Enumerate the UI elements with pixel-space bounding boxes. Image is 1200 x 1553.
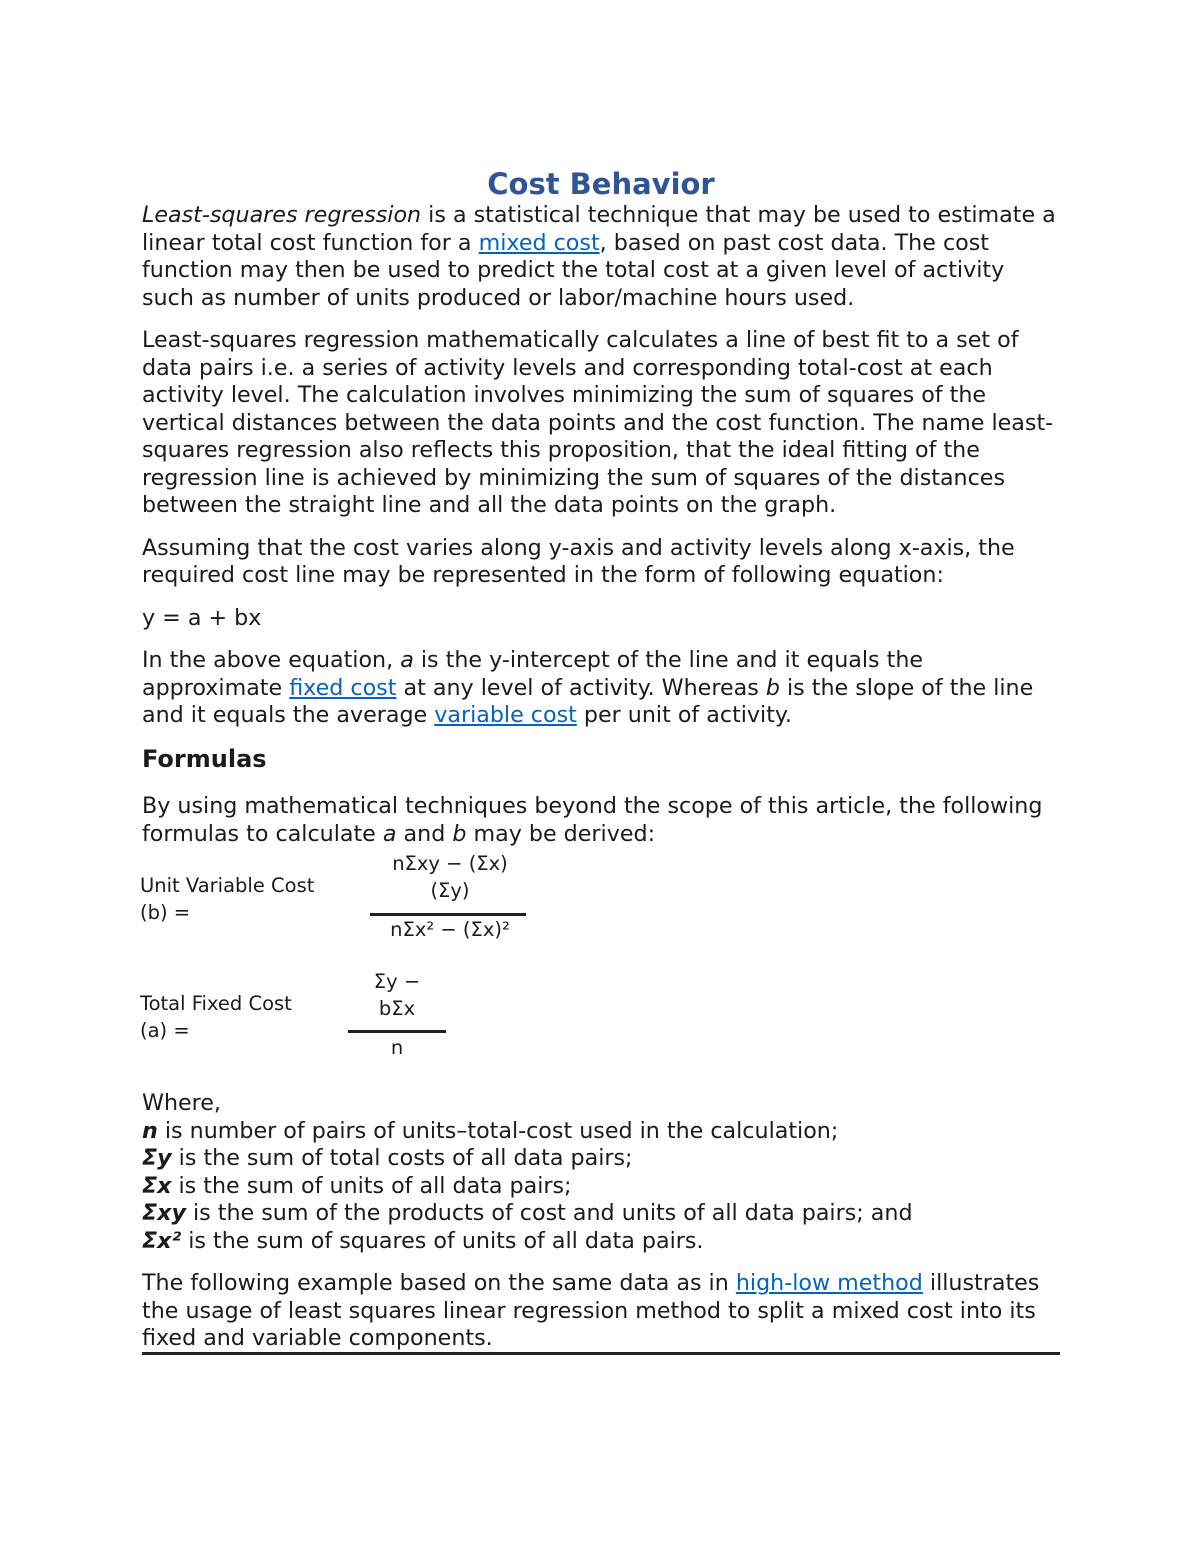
where-item: [142, 1228, 1060, 1256]
page-title: Cost Behavior: [487, 167, 715, 201]
formula-a-label: [140, 990, 292, 1044]
where-item: [142, 1118, 1060, 1146]
where-item: [142, 1200, 1060, 1228]
symbol: Σx: [142, 1172, 172, 1199]
link-variable-cost[interactable]: variable cost: [434, 702, 577, 728]
label-line: (b) =: [140, 901, 191, 925]
formula-a-numerator: [348, 968, 446, 1022]
section-heading-formulas: Formulas: [142, 744, 267, 773]
text-span: at any level of activity. Whereas: [396, 674, 766, 701]
text-span: is the sum of total costs of all data pairs;: [171, 1145, 633, 1172]
symbol-b: b: [452, 820, 467, 847]
text-span: may be derived:: [466, 820, 656, 847]
symbol-a: a: [400, 647, 414, 673]
formula-b-label: [140, 872, 314, 926]
text-span: is the y-intercept of the line and it equals the approximate: [142, 647, 924, 701]
text-span: In the above equation,: [142, 647, 401, 673]
formula-b-denominator: nΣx² − (Σx)²: [390, 918, 510, 942]
numerator-line: Σy −: [373, 970, 421, 994]
text-span: By using mathematical techniques beyond the scope of this article, the following formulas to calculate: [142, 793, 1043, 847]
paragraph-assumption: Assuming that the cost varies along y-axis and activity levels along x-axis, the required cost line may be represented in the form of following equation:: [142, 534, 1015, 588]
numerator-line: bΣx: [378, 997, 416, 1021]
italic-term: Least-squares regression: [142, 202, 422, 228]
equation: y = a + bx: [142, 604, 262, 631]
formula-a-fraction-bar: [348, 1030, 446, 1033]
text-span: and: [396, 820, 453, 847]
text-span: is number of pairs of units–total-cost used in the calculation;: [157, 1117, 839, 1144]
formula-a-denominator: n: [390, 1036, 404, 1060]
link-high-low-method[interactable]: high-low method: [735, 1270, 923, 1297]
paragraph-intro: [142, 202, 1060, 312]
text-span: is a statistical technique that may be used to estimate a linear total cost function for a: [142, 202, 1056, 256]
symbol: Σxy: [142, 1200, 186, 1227]
label-line: (a) =: [140, 1019, 190, 1043]
formula-block: [140, 852, 1060, 1096]
where-list: [142, 1090, 1060, 1255]
paragraph-example: [142, 1270, 1060, 1353]
label-line: Total Fixed Cost: [140, 992, 292, 1016]
where-item: [142, 1173, 1060, 1201]
section-divider: [142, 1352, 1060, 1355]
numerator-line: (Σy): [430, 879, 470, 903]
symbol-b: b: [765, 674, 780, 701]
paragraph-explanation: Least-squares regression mathematically calculates a line of best fit to a set of data pairs i.e. a series of activity levels and corresponding total-cost at each activity level. The calculation involves minimizing the sum of squares of the vertical distances between the data points and the cost function. The name least-squares regression also reflects this proposition, that the ideal fitting of the regression line is achieved by minimizing the sum of squares of the distances between the straight line and all the data points on the graph.: [142, 327, 1054, 518]
label-line: Unit Variable Cost: [140, 874, 315, 898]
symbol: Σy: [142, 1145, 172, 1172]
formula-b-numerator: [370, 850, 530, 904]
text-span: is the sum of the products of cost and units of all data pairs; and: [185, 1200, 913, 1227]
where-intro: Where,: [142, 1090, 221, 1117]
text-span: The following example based on the same data as in: [142, 1270, 736, 1297]
text-span: is the sum of squares of units of all data pairs.: [181, 1227, 704, 1254]
paragraph-example-wrapper: [142, 1270, 1060, 1353]
text-span: per unit of activity.: [576, 702, 792, 728]
paragraph-formulas-intro: [142, 793, 1060, 848]
symbol: n: [142, 1117, 158, 1144]
text-span: illustrates the usage of least squares linear regression method to split a mixed cost into its fixed and variable components.: [142, 1270, 1040, 1352]
symbol-a: a: [382, 820, 397, 847]
symbol: Σx²: [142, 1227, 182, 1254]
link-mixed-cost[interactable]: mixed cost: [478, 229, 600, 256]
text-span: is the slope of the line and it equals the average: [142, 674, 1034, 728]
where-item: [142, 1145, 1060, 1173]
link-fixed-cost[interactable]: fixed cost: [289, 674, 397, 701]
paragraph-equation-explained: [142, 647, 1060, 730]
numerator-line: nΣxy − (Σx): [392, 852, 508, 876]
document-body: [142, 160, 1060, 1353]
text-span: , based on past cost data. The cost function may then be used to predict the total cost at a given level of activity such as number of units produced or labor/machine hours used.: [142, 229, 1005, 311]
text-span: is the sum of units of all data pairs;: [171, 1172, 572, 1199]
